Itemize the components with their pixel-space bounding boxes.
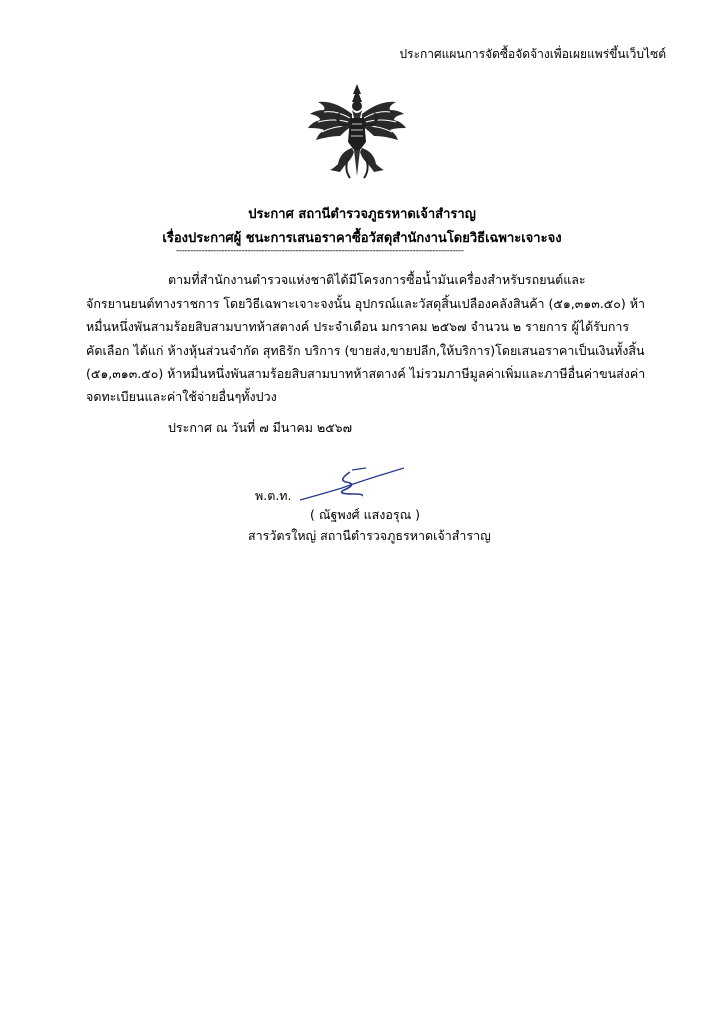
body-paragraph-line: จดทะเบียนและค่าใช้จ่ายอื่นๆทั้งปวง — [86, 389, 277, 404]
signer-position: สารวัตรใหญ่ สถานีตำรวจภูธรหาดเจ้าสำราญ — [248, 528, 491, 543]
announcement-subject: เรื่องประกาศผู้ ชนะการเสนอราคาซื้อวัสดุสำนักงานโดยวิธีเฉพาะเจาะจง — [162, 231, 562, 246]
handwritten-signature-icon — [292, 458, 412, 506]
garuda-emblem-icon — [304, 80, 410, 180]
body-paragraph-line: (๕๑,๓๑๓.๕๐) ห้าหมื่นหนึ่งพันสามร้อยสิบสามบาทห้าสตางค์ ไม่รวมภาษีมูลค่าเพิ่มและภาษีอื่นค่าขนส่งค่า — [86, 366, 646, 381]
signer-rank: พ.ต.ท. — [255, 488, 292, 503]
announcement-date: ประกาศ ณ วันที่ ๗ มีนาคม ๒๕๖๗ — [168, 420, 352, 435]
body-paragraph-line: จักรยานยนต์ทางราชการ โดยวิธีเฉพาะเจาะจงนั้น อุปกรณ์และวัสดุสิ้นเปลืองคลังสินค้า (๕๑,๓๑๓.๕๐) ห้า — [86, 296, 645, 311]
body-paragraph-line: คัดเลือก ได้แก่ ห้างหุ้นส่วนจำกัด สุทธิรัก บริการ (ขายส่ง,ขายปลีก,ให้บริการ)โดยเสนอราคาเป็นเงินทั้งสิ้น — [86, 343, 645, 358]
announcement-heading: ประกาศ สถานีตำรวจภูธรหาดเจ้าสำราญ — [248, 207, 476, 222]
body-paragraph-line: ตามที่สำนักงานตำรวจแห่งชาติได้มีโครงการซื้อน้ำมันเครื่องสำหรับรถยนต์และ — [168, 272, 586, 287]
signer-name: ( ณัฐพงศ์ แสงอรุณ ) — [310, 507, 421, 522]
header-note: ประกาศแผนการจัดซื้อจัดจ้างเพื่อเผยแพร่ขึ้นเว็บไซต์ — [399, 47, 666, 61]
body-paragraph-line: หมื่นหนึ่งพันสามร้อยสิบสามบาทห้าสตางค์ ประจำเดือน มกราคม ๒๕๖๗ จำนวน ๒ รายการ ผู้ได้รับการ — [86, 319, 630, 334]
title-separator: ----------------------------------------------------------------------------------------------------- — [176, 246, 464, 256]
